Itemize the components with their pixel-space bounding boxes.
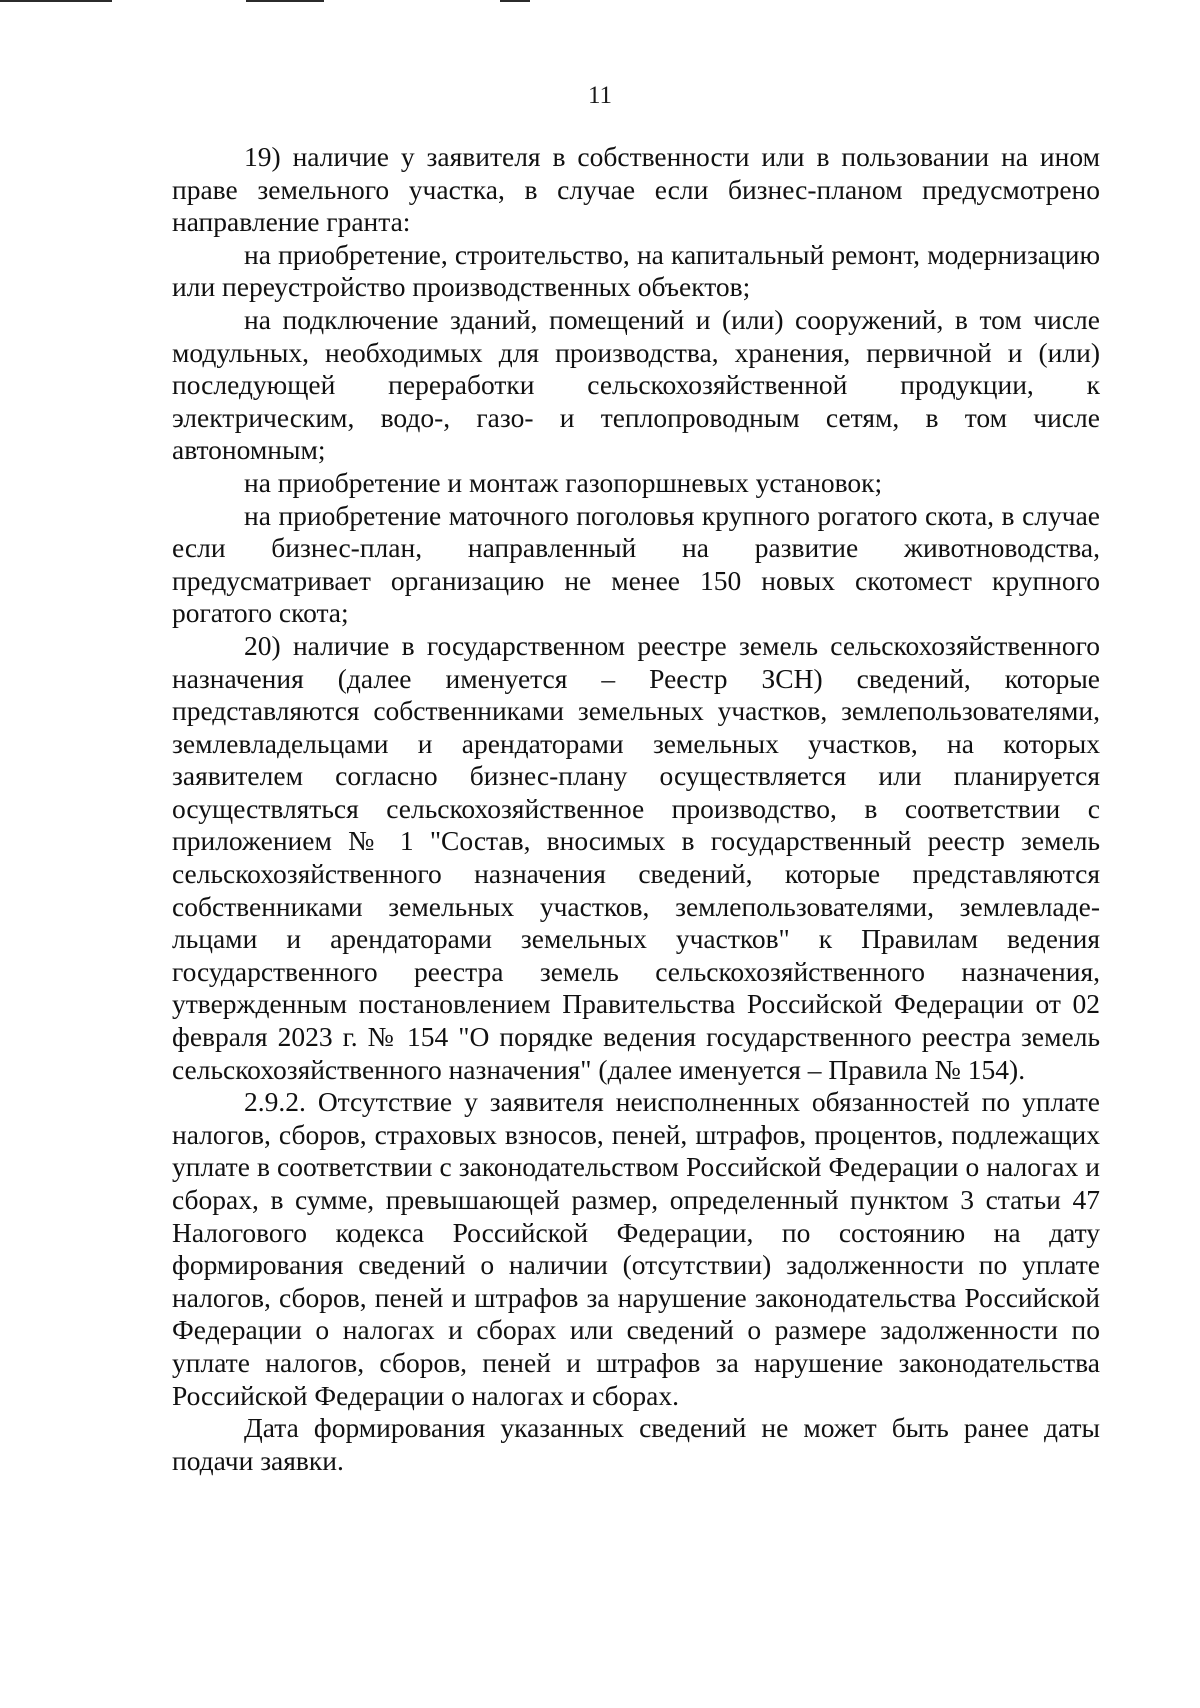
paragraph-grant-gas-units: на приобретение и монтаж газопоршневых установок; [244, 466, 883, 498]
paragraph-item-20: 20) наличие в государственном реестре земель сельскохозяйственного назначения (далее именуется – Реестр ЗСН) сведений, которые представляются собственниками земельных участков, землепользователями, землевладельцами и арендаторами земельных участков, на которых заявителем согласно бизнес-плану осуществляется или планируется осуществляться сельскохозяйственное производство, в соответствии с приложением № 1 "Состав, вносимых в государственный реестр земель сельскохозяйственного назначения сведений, которые представляются собственниками земельных участков, землепользователями, землевладельцами и арендаторами земельных участков" к Правилам ведения государственного реестра земель сельскохозяйственного назначения, утвержденным постановлением Правительства Российской Федерации от 02 февраля 2023 г. № 154 "О порядке ведения государственного реестра земель сельскохозяйственного назначения" (далее именуется – Правила № 154). [172, 629, 1100, 1085]
paragraph-item-19: 19) наличие у заявителя в собственности или в пользовании на ином праве земельного участка, в случае если бизнес-планом предусмотрено направление гранта: [172, 141, 1100, 238]
document-body [172, 141, 1100, 1477]
paragraph-grant-utilities: на подключение зданий, помещений и (или) сооружений, в том числе модульных, необходимых для производства, хранения, первичной и (или) последующей переработки сельскохозяйственной продукции, к электрическим, водо-, газо- и теплопроводным сетям, в том числе автономным; [172, 303, 1100, 466]
paragraph-info-date: Дата формирования указанных сведений не может быть ранее даты подачи заявки. [172, 1412, 1100, 1476]
page-number: 11 [587, 82, 613, 109]
paragraph-grant-livestock: на приобретение маточного поголовья крупного рогатого скота, в случае если бизнес-план, направленный на развитие животноводства, предусматривает организацию не менее 150 новых скотомест крупного рогатого скота; [172, 499, 1100, 629]
paragraph-2-9-2: 2.9.2. Отсутствие у заявителя неисполненных обязанностей по уплате налогов, сборов, страховых взносов, пеней, штрафов, процентов, подлежащих уплате в соответствии с законодательством Российской Федерации о налогах и сборах, в сумме, превышающей размер, определенный пунктом 3 статьи 47 Налогового кодекса Российской Федерации, по состоянию на дату формирования сведений о наличии (отсутствии) задолженности по уплате налогов, сборов, пеней и штрафов за нарушение законодательства Российской Федерации о налогах и сборах или сведений о размере задолженности по уплате налогов, сборов, пеней и штрафов за нарушение законодательства Российской Федерации о налогах и сборах. [172, 1086, 1100, 1411]
paragraph-grant-construction: на приобретение, строительство, на капитальный ремонт, модернизацию или переустройство производственных объектов; [172, 238, 1100, 303]
scan-edge-mark [500, 0, 530, 2]
scan-edge-mark [0, 0, 112, 2]
scan-edge-mark [246, 0, 324, 2]
